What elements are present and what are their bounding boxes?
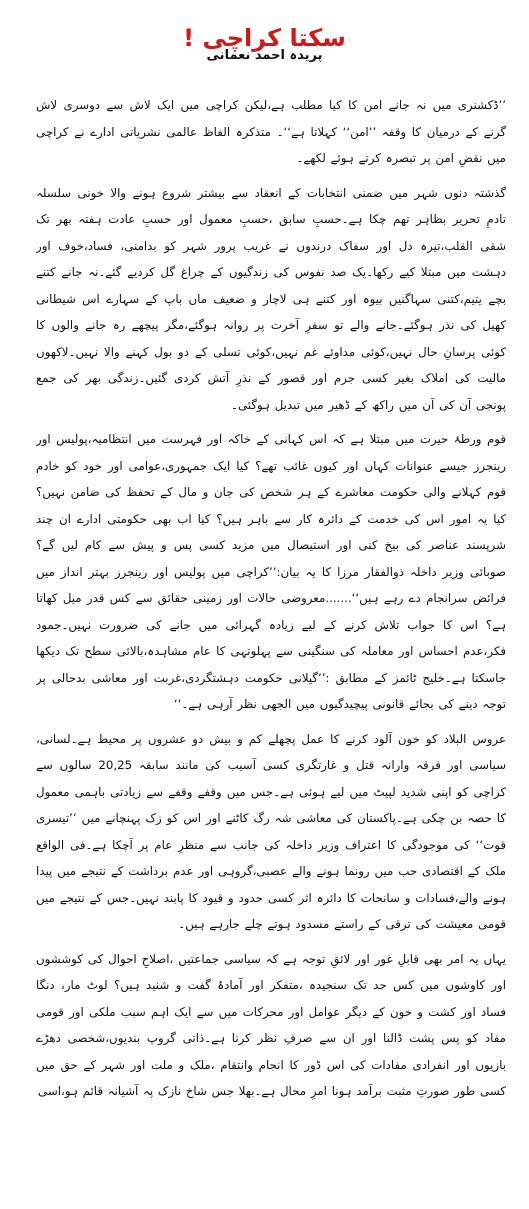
article-title: سکتا کراچی ! (183, 24, 346, 53)
author-byline: پریدہ احمد نعمانی (206, 48, 323, 63)
article-body (36, 92, 506, 1204)
article-paragraph: ’’ڈکشنری میں نہ جانے امن کا کیا مطلب ہے،لیکن کراچی میں ایک لاش سے دوسری لاش گرنے کے درمیان کا وقفہ ’’امن‘‘ کہلاتا ہے‘‘۔ متذکرہ الفاظ عالمی نشریاتی ادارے نے کراچی میں نقضِ امن پر تبصرہ کرتے ہوئے لکھے۔ (36, 98, 506, 165)
article-paragraph: عروس البلاد کو خون آلود کرنے کا عمل پچھلے کم و بیش دو عشروں پر محیط ہے۔لسانی، سیاسی اور فرقہ وارانہ قتل و غارتگری کسی آسیب کی مانند سابقہ 20,25 سالوں سے کراچی کو اپنی شدید لپیٹ میں لیے ہوئی ہے۔جس میں وقفے وقفے سے زیادتی باہمی معمول کا حصہ بن چکی ہے۔پاکستان کی معاشی شہ رگ کاٹنے اور اس کو زک پہنچانے میں ’’تیسری قوت‘‘ کی موجودگی کا اعتراف وزیر داخلہ کی جانب سے منظرِ عام پر آچکا ہے۔فی الواقع ملک کے اقتصادی حب میں رونما ہونے والے عصبی،گروہی اور عدم برداشت کے نتیجے میں پیدا ہونے والے،فسادات و سانحات کا دائرہ اثر کسی حدود و قیود کا پابند نہیں۔جس کے نتیجے میں قومی معیشت کی ترقی کے راستے مسدود ہوتے چلے جارہے ہیں۔ (36, 731, 506, 931)
article-paragraph: یہاں یہ امر بھی قابلِ غور اور لائقِ توجہ ہے کہ سیاسی جماعتیں ،اصلاحِ احوال کی کوششوں اور کاوشوں میں کس حد تک سنجیدہ ،متفکر اور آمادۂ گفت و شنید ہیں؟ لوٹ مار، دنگا فساد اور کشت و خون کے دیگر عوامل اور محرکات میں سے ایک اہم سبب ملکی اور قومی مفاد کو پس پشت ڈالنا اور ان سے صرفِ نظر کرنا ہے۔ذاتی گروپ بندیوں،شخصی دھڑے بازیوں اور انفرادی مفادات کی اس ڈور کا انجام وانتقام ،ملک و ملت اور شہر کے حق میں کسی طور صورتِ مثبت برآمد ہونا امرِ محال ہے۔بھلا جس شاخ نازک پہ آشیانہ قائم ہو،اسی (36, 951, 506, 1098)
article-paragraph: گذشتہ دنوں شہر میں ضمنی انتخابات کے انعقاد سے بیشتر شروع ہونے والا خونی سلسلہ تادمِ تحریر بظاہر تھم چکا ہے۔حسبِ سابق ،حسبِ معمول اور حسبِ عادت ہفتہ بھر تک شقی القلب،تیرہ دل اور سفاک درندوں نے غریب پرور شہر کو بدامنی، فساد،خوف اور دہشت میں مبتلا کیے رکھا۔یک صد نفوس کی زندگیوں کے چراغ گل کردیے گئے۔نہ جانے کتنے بچے یتیم،کتنی سہاگنیں بیوہ اور کتنے ہی لاچار و ضعیف ماں باپ کے سہارے اس شیطانی کھیل کی نذر ہوگئے۔جانے والے تو سفرِ آخرت پر روانہ ہوگئے،مگر پیچھے رہ جانے والوں کا کوئی پرسانِ حال نہیں،کوئی مداوئے غم نہیں،کوئی تسلی کے دو بول کہنے والا نہیں۔لاکھوں مالیت کی املاک بغیر کسی جرم اور قصور کے نذرِ آتش کردی گئیں۔زندگی بھر کی جمع پونجی آن کی آن میں راکھ کے ڈھیر میں تبدیل ہوگئی۔ (36, 185, 506, 412)
article-paragraph: قوم ورطۂ حیرت میں مبتلا ہے کہ اس کہانی کے خاکہ اور فہرست میں انتظامیہ،پولیس اور رینجرز جیسے عنوانات کہاں اور کیوں غائب تھے؟ کیا ایک جمہوری،عوامی اور خود کو خادم قوم کہلانے والی حکومت معاشرے کے ہر شخص کی جان و مال کے تحفظ کی ضامن نہیں؟ کیا یہ امور اس کی خدمت کے دائرہ کار سے باہر ہیں؟ کیا اب بھی حکومتی ادارے ان چند شرپسند عناصر کی بیخ کنی اور استیصال میں مزید کسی پس و پیش سے کام لیں گے؟ صوبائی وزیر داخلہ ذوالفقار مرزا کا یہ بیان:’’کراچی میں پولیس اور رینجرز بہتر انداز میں فرائض سرانجام دے رہے ہیں‘‘.......معروضی حالات اور زمینی حقائق سے کس قدر میل کھاتا ہے؟ اس کا جواب تلاش کرنے کے لیے زیادہ گہرائی میں جانے کی ضرورت نہیں۔جمود فکر،عدم احساس اور معاملہ کی سنگینی سے پہلوتہی کا عام مشاہدہ،بالائی سطح تک دیکھا جاسکتا ہے۔خلیج ٹائمز کے مطابق :’’گیلانی حکومت دہشتگردی،غربت اور معاشی بدحالی پر توجہ دینے کی بجائے قانونی پیچیدگیوں میں الجھی نظر آرہی ہے۔‘‘ (36, 432, 506, 711)
